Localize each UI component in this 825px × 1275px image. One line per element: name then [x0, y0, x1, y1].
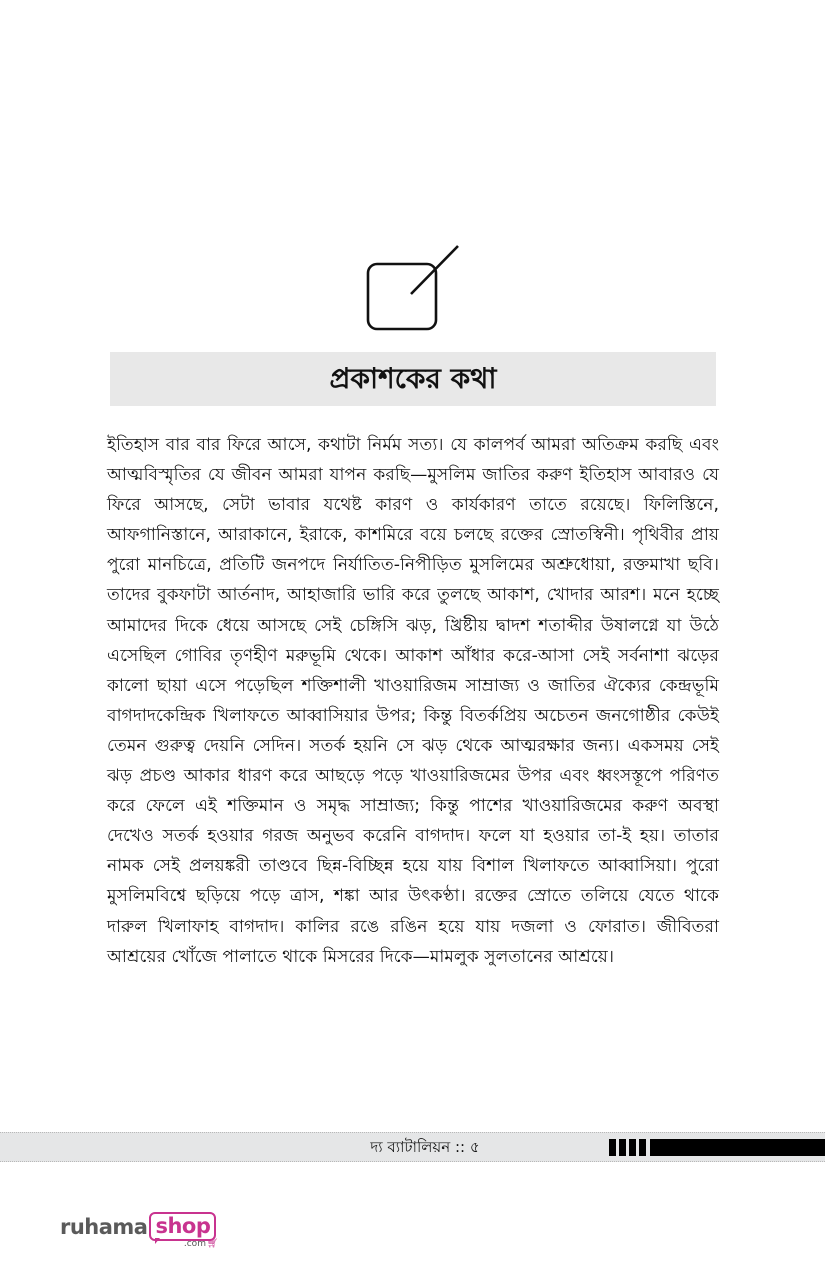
footer-decoration-bars — [609, 1139, 646, 1156]
footer-bar-mark — [639, 1139, 646, 1156]
heading-banner — [110, 352, 716, 406]
running-title: দ্য ব্যাটালিয়ন :: ৫ — [370, 1138, 480, 1156]
footer-bar-mark — [629, 1139, 636, 1156]
speech-bubble-tail-icon — [155, 1238, 160, 1244]
logo-domain-suffix — [184, 1239, 219, 1249]
footer-bar-mark — [609, 1139, 616, 1156]
logo-brand-shop: shop — [149, 1212, 216, 1241]
page-footer — [0, 1132, 825, 1162]
logo-shop-bubble — [149, 1212, 219, 1249]
pen-square-icon — [366, 244, 462, 334]
ruhamashop-logo — [60, 1212, 219, 1252]
shopping-cart-icon: 🛒︎ — [206, 1239, 219, 1249]
page-title: প্রকাশকের কথা — [329, 362, 497, 395]
logo-brand-ruhama: ruhama — [60, 1215, 148, 1239]
body-paragraph: ইতিহাস বার বার ফিরে আসে, কথাটা নির্মম সত্য। যে কালপর্ব আমরা অতিক্রম করছি এবং আত্মবিস্মৃতির যে জীবন আমরা যাপন করছি—মুসলিম জাতির করুণ ইতিহাস আবারও যে ফিরে আসছে, সেটা ভাবার যথেষ্ট কারণ ও কার্যকারণ তাতে রয়েছে। ফিলিস্তিনে, আফগানিস্তানে, আরাকানে, ইরাকে, কাশমিরে বয়ে চলছে রক্তের স্রোতস্বিনী। পৃথিবীর প্রায় পুরো মানচিত্রে, প্রতিটি জনপদে নির্যাতিত-নিপীড়িত মুসলিমের অশ্রুধোয়া, রক্তমাখা ছবি। তাদের বুকফাটা আর্তনাদ, আহাজারি ভারি করে তুলছে আকাশ, খোদার আরশ। মনে হচ্ছে আমাদের দিকে ধেয়ে আসছে সেই চেঙ্গিসি ঝড়, খ্রিষ্টীয় দ্বাদশ শতাব্দীর উষালগ্নে যা উঠে এসেছিল গোবির তৃণহীণ মরুভূমি থেকে। আকাশ আঁধার করে-আসা সেই সর্বনাশা ঝড়ের কালো ছায়া এসে পড়েছিল শক্তিশালী খাওয়ারিজম সাম্রাজ্য ও জাতির ঐক্যের কেন্দ্রভূমি বাগদাদকেন্দ্রিক খিলাফতে আব্বাসিয়ার উপর; কিন্তু বিতর্কপ্রিয় অচেতন জনগোষ্ঠীর কেউই তেমন গুরুত্ব দেয়নি সেদিন। সতর্ক হয়নি সে ঝড় থেকে আত্মরক্ষার জন্য। একসময় সেই ঝড় প্রচণ্ড আকার ধারণ করে আছড়ে পড়ে খাওয়ারিজমের উপর এবং ধ্বংসস্তূপে পরিণত করে ফেলে এই শক্তিমান ও সমৃদ্ধ সাম্রাজ্য; কিন্তু পাশের খাওয়ারিজমের করুণ অবস্থা দেখেও সতর্ক হওয়ার গরজ অনুভব করেনি বাগদাদ। ফলে যা হওয়ার তা-ই হয়। তাতার নামক সেই প্রলয়ঙ্করী তাণ্ডবে ছিন্ন-বিচ্ছিন্ন হয়ে যায় বিশাল খিলাফতে আব্বাসিয়া। পুরো মুসলিমবিশ্বে ছড়িয়ে পড়ে ত্রাস, শঙ্কা আর উৎকণ্ঠা। রক্তের স্রোতে তলিয়ে যেতে থাকে দারুল খিলাফাহ বাগদাদ। কালির রঙে রঙিন হয়ে যায় দজলা ও ফোরাত। জীবিতরা আশ্রয়ের খোঁজে পালাতে থাকে মিসরের দিকে—মামলুক সুলতানের আশ্রয়ে। — [107, 435, 719, 967]
footer-decoration-block — [650, 1139, 825, 1156]
footer-bar-mark — [619, 1139, 626, 1156]
logo-com-text: .com — [183, 1239, 206, 1249]
